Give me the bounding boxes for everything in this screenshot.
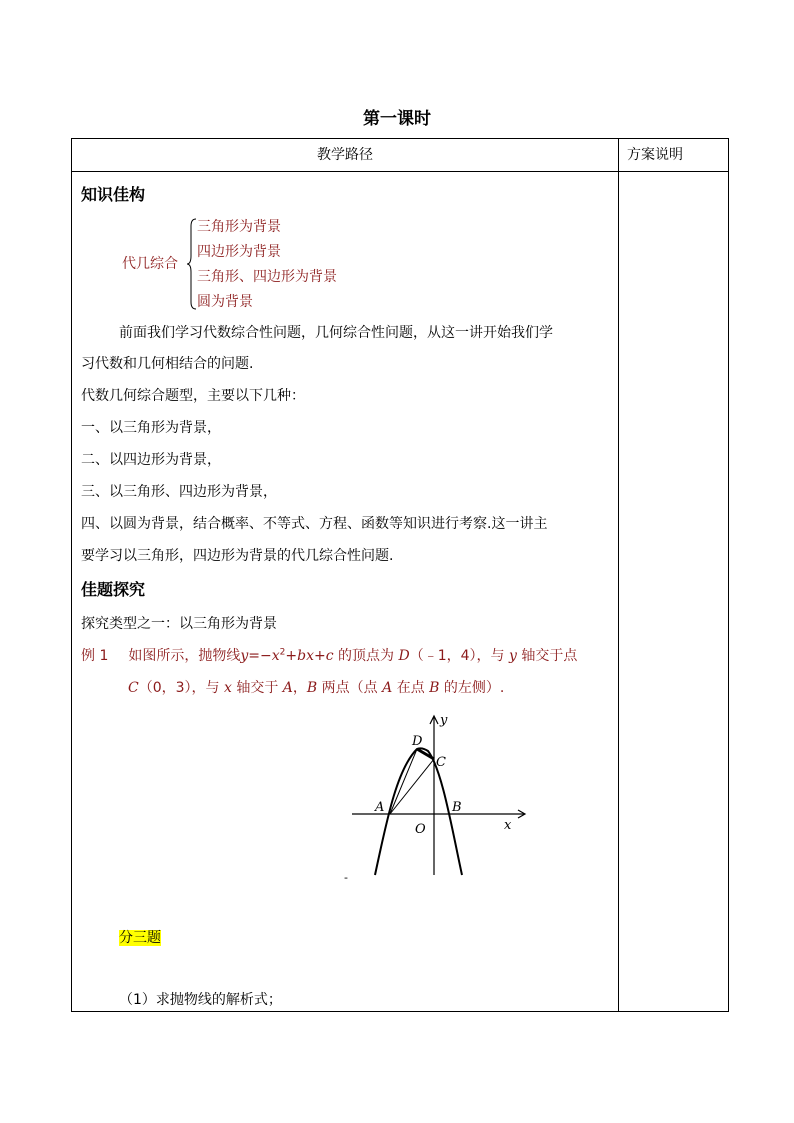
stray-dash: - — [344, 871, 348, 884]
example-label: 例 1 — [81, 648, 109, 664]
header-divider — [72, 171, 728, 172]
explore-type: 探究类型之一：以三角形为背景 — [81, 616, 277, 632]
question-1: （1）求抛物线的解析式； — [119, 992, 282, 1008]
label-point-d: D — [412, 734, 423, 749]
knowledge-item-4: 圆为背景 — [197, 294, 253, 310]
parabola-figure — [342, 709, 542, 889]
knowledge-item-3: 三角形、四边形为背景 — [197, 269, 337, 285]
example-line-2: C（0，3），与 x 轴交于 A，B 两点（点 A 在点 B 的左侧）. — [128, 680, 505, 696]
knowledge-heading: 知识佳构 — [81, 185, 146, 204]
intro-line-1: 前面我们学习代数综合性问题，几何综合性问题，从这一讲开始我们学 — [119, 325, 553, 341]
label-point-a: A — [375, 800, 385, 815]
list-item-4-line-1: 四、以圆为背景，结合概率、不等式、方程、函数等知识进行考察.这一讲主 — [81, 516, 548, 532]
list-item-3: 三、以三角形、四边形为背景， — [81, 484, 277, 500]
label-x-axis: x — [504, 818, 512, 833]
page-title: 第一课时 — [363, 109, 431, 129]
list-item-2: 二、以四边形为背景， — [81, 452, 221, 468]
list-item-1: 一、以三角形为背景， — [81, 420, 221, 436]
header-plan-notes: 方案说明 — [627, 147, 683, 163]
intro-line-2: 习代数和几何相结合的问题. — [81, 356, 254, 372]
tag-three-questions: 分三题 — [119, 930, 161, 946]
label-y-axis: y — [440, 713, 448, 728]
label-point-c: C — [436, 755, 446, 770]
explore-heading: 佳题探究 — [81, 580, 146, 599]
knowledge-item-1: 三角形为背景 — [197, 219, 281, 235]
knowledge-item-2: 四边形为背景 — [197, 244, 281, 260]
example-line-1: 例 1 如图所示，抛物线$y=-x^2+bx+c$ 的顶点为 D（﹣1，4），与 y 轴交于点 — [81, 647, 578, 664]
intro-types: 代数几何综合题型，主要以下几种： — [81, 388, 305, 404]
list-item-4-line-2: 要学习以三角形，四边形为背景的代几综合性问题. — [81, 548, 394, 564]
knowledge-label: 代几综合 — [122, 256, 178, 272]
label-point-b: B — [452, 800, 462, 815]
column-divider — [618, 139, 619, 1011]
label-origin: O — [415, 822, 426, 837]
lesson-table — [71, 138, 729, 1012]
header-teaching-path: 教学路径 — [317, 147, 373, 163]
